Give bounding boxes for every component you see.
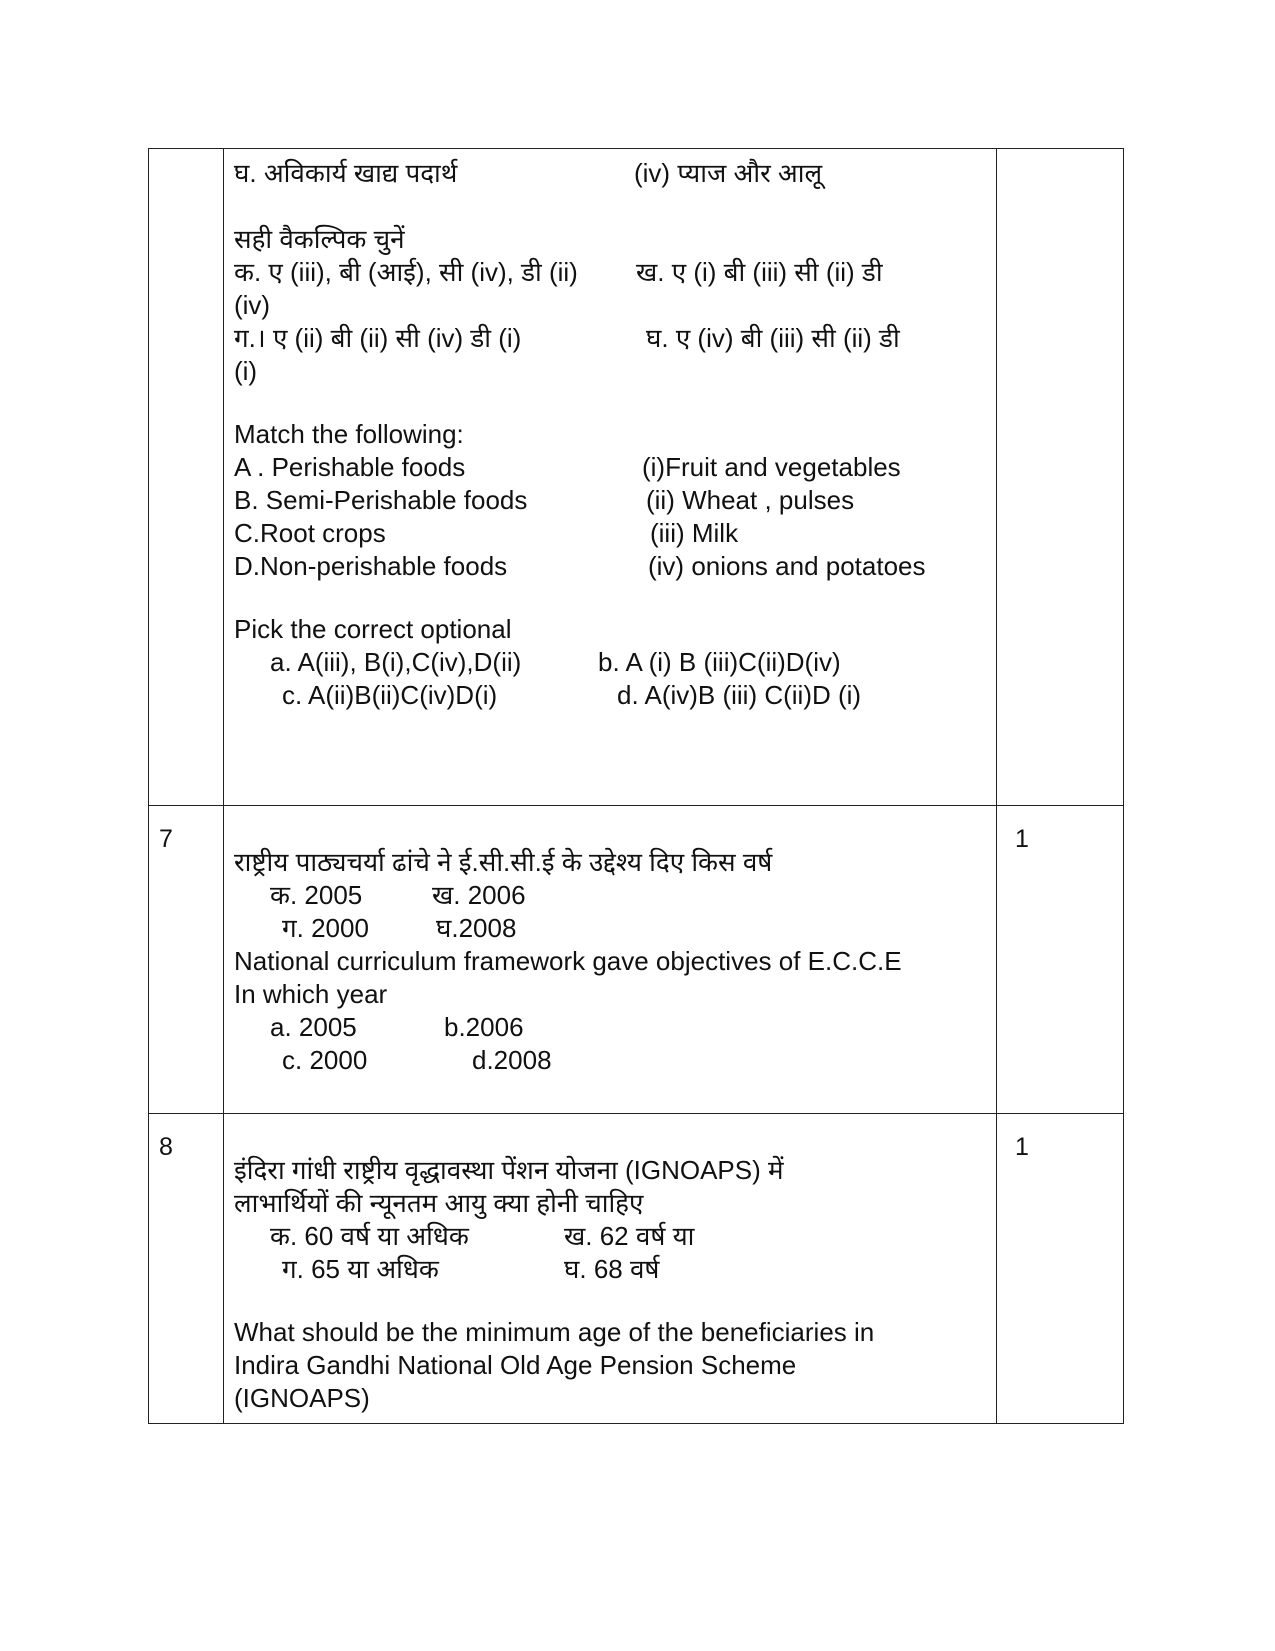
match-en-left: D.Non-perishable foods bbox=[234, 551, 508, 581]
option-en-b: b. A (i) B (iii)C(ii)D(iv) bbox=[598, 647, 841, 677]
match-en-right: (iii) Milk bbox=[650, 518, 739, 548]
question-hi: राष्ट्रीय पाठ्यचर्या ढांचे ने ई.सी.सी.ई के उद्देश्य दिए किस वर्ष bbox=[234, 847, 773, 877]
option-en-a: a. A(iii), B(i),C(iv),D(ii) bbox=[270, 647, 522, 677]
marks-cell bbox=[997, 149, 1124, 806]
question-cell bbox=[224, 1114, 997, 1424]
match-en-left: C.Root crops bbox=[234, 518, 386, 548]
match-en-title: Match the following: bbox=[234, 419, 464, 449]
question-en: National curriculum framework gave objectives of E.C.C.E bbox=[234, 946, 902, 976]
question-number-cell bbox=[149, 1114, 224, 1424]
option-en-b: b.2006 bbox=[444, 1012, 524, 1042]
question-en-cont: In which year bbox=[234, 979, 388, 1009]
question-number-cell bbox=[149, 806, 224, 1114]
option-en-c: c. A(ii)B(ii)C(iv)D(i) bbox=[282, 680, 498, 710]
match-en-right: (iv) onions and potatoes bbox=[648, 551, 926, 581]
table-row bbox=[149, 149, 1124, 806]
question-hi-cont: लाभार्थियों की न्यूनतम आयु क्या होनी चाहिए bbox=[234, 1188, 644, 1218]
question-hi: इंदिरा गांधी राष्ट्रीय वृद्धावस्था पेंशन योजना (IGNOAPS) में bbox=[234, 1155, 784, 1185]
option-hi-d: घ. ए (iv) बी (iii) सी (ii) डी bbox=[646, 323, 900, 353]
question-en-cont: Indira Gandhi National Old Age Pension Scheme bbox=[234, 1350, 797, 1380]
option-en-d: d. A(iv)B (iii) C(ii)D (i) bbox=[617, 680, 862, 710]
match-hi-right: (iv) प्याज और आलू bbox=[634, 158, 823, 188]
option-en-d: d.2008 bbox=[472, 1045, 552, 1075]
marks-cell bbox=[997, 806, 1124, 1114]
question-en: What should be the minimum age of the beneficiaries in bbox=[234, 1317, 875, 1347]
marks-cell bbox=[997, 1114, 1124, 1424]
match-en-right: (ii) Wheat , pulses bbox=[646, 485, 855, 515]
question-table bbox=[148, 148, 1124, 1424]
option-en-a: a. 2005 bbox=[270, 1012, 357, 1042]
option-hi-b: ख. ए (i) बी (iii) सी (ii) डी bbox=[636, 257, 883, 287]
table-row bbox=[149, 806, 1124, 1114]
option-hi-c: ग.। ए (ii) बी (ii) सी (iv) डी (i) bbox=[234, 323, 522, 353]
question-cell bbox=[224, 149, 997, 806]
match-en-left: A . Perishable foods bbox=[234, 452, 466, 482]
question-en-cont: (IGNOAPS) bbox=[234, 1383, 370, 1413]
option-hi-a: क. 2005 bbox=[270, 880, 363, 910]
option-hi-b: ख. 62 वर्ष या bbox=[564, 1221, 695, 1251]
option-hi-d: घ.2008 bbox=[436, 913, 517, 943]
option-hi-c: ग. 2000 bbox=[282, 913, 369, 943]
question-number-cell bbox=[149, 149, 224, 806]
option-hi-a: क. 60 वर्ष या अधिक bbox=[270, 1221, 469, 1251]
option-hi-c: ग. 65 या अधिक bbox=[282, 1254, 439, 1284]
match-en-right: (i)Fruit and vegetables bbox=[642, 452, 901, 482]
pick-en: Pick the correct optional bbox=[234, 614, 512, 644]
option-en-c: c. 2000 bbox=[282, 1045, 368, 1075]
option-hi-b: ख. 2006 bbox=[432, 880, 526, 910]
question-number: 7 bbox=[159, 825, 173, 853]
option-hi-b-wrap: (iv) bbox=[234, 290, 271, 320]
question-marks: 1 bbox=[1015, 1133, 1029, 1161]
question-number: 8 bbox=[159, 1133, 173, 1161]
match-hi-left: घ. अविकार्य खाद्य पदार्थ bbox=[234, 158, 458, 188]
question-marks: 1 bbox=[1015, 825, 1029, 853]
option-hi-d: घ. 68 वर्ष bbox=[564, 1254, 660, 1284]
question-cell bbox=[224, 806, 997, 1114]
choose-hi: सही वैकल्पिक चुनें bbox=[234, 224, 405, 254]
table-row bbox=[149, 1114, 1124, 1424]
option-hi-d-wrap: (i) bbox=[234, 356, 258, 386]
option-hi-a: क. ए (iii), बी (आई), सी (iv), डी (ii) bbox=[234, 257, 578, 287]
match-en-left: B. Semi-Perishable foods bbox=[234, 485, 528, 515]
